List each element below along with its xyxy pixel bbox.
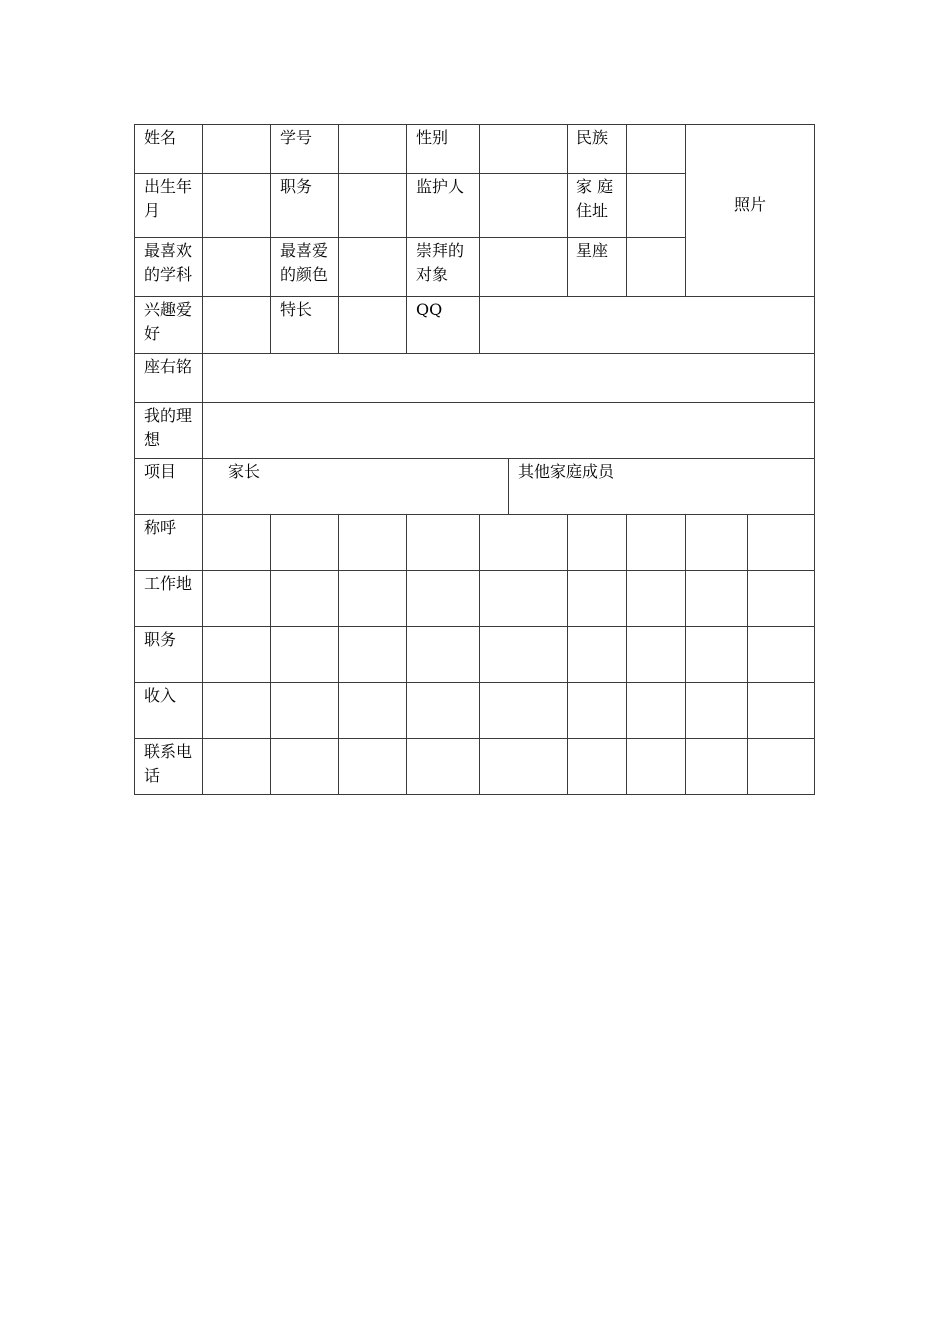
rule <box>134 514 815 515</box>
rule <box>134 570 815 571</box>
rule <box>134 353 815 354</box>
label-other-family: 其他家庭成员 <box>518 462 615 481</box>
label-guardian: 监护人 <box>416 177 465 196</box>
photo-placeholder: 照片 <box>733 195 766 214</box>
rule <box>134 794 815 795</box>
rule <box>134 124 135 795</box>
label-student-no: 学号 <box>280 128 313 147</box>
label-item: 项目 <box>144 462 177 481</box>
label-parent: 家长 <box>228 462 261 481</box>
rule <box>134 682 815 683</box>
label-family-row: 联系电 话 <box>144 742 193 785</box>
label-position: 职务 <box>280 177 313 196</box>
rule <box>202 124 203 795</box>
label-zodiac: 星座 <box>576 241 609 260</box>
label-name: 姓名 <box>144 128 177 147</box>
rule <box>134 402 815 403</box>
rule <box>270 514 271 794</box>
rule <box>134 626 815 627</box>
label-family-row: 称呼 <box>144 518 177 537</box>
rule <box>626 514 627 794</box>
rule <box>134 296 815 297</box>
rule <box>626 124 627 296</box>
label-qq: QQ <box>416 300 443 319</box>
label-fav-subject: 最喜欢 的学科 <box>144 241 193 284</box>
label-idol: 崇拜的 对象 <box>416 241 465 284</box>
label-motto: 座右铭 <box>144 357 193 376</box>
rule <box>134 738 815 739</box>
label-gender: 性别 <box>416 128 449 147</box>
rule <box>134 458 815 459</box>
rule <box>134 173 686 174</box>
rule <box>814 124 815 795</box>
rule <box>508 458 509 514</box>
label-fav-color: 最喜爱 的颜色 <box>280 241 329 284</box>
rule <box>338 124 339 353</box>
rule <box>479 514 480 794</box>
rule <box>567 124 568 296</box>
rule <box>747 514 748 794</box>
rule <box>406 514 407 794</box>
rule <box>270 124 271 353</box>
rule <box>685 514 686 794</box>
student-info-form <box>134 124 815 795</box>
rule <box>479 124 480 353</box>
rule <box>338 514 339 794</box>
label-specialty: 特长 <box>280 300 313 319</box>
label-family-row: 收入 <box>144 686 177 705</box>
label-ethnicity: 民族 <box>576 128 609 147</box>
rule <box>567 514 568 794</box>
label-family-row: 职务 <box>144 630 177 649</box>
label-address: 家 庭 住址 <box>576 177 614 220</box>
label-birth: 出生年 月 <box>144 177 193 220</box>
label-ideal: 我的理 想 <box>144 406 193 449</box>
label-hobby: 兴趣爱 好 <box>144 300 193 343</box>
rule <box>134 237 686 238</box>
rule <box>406 124 407 353</box>
label-family-row: 工作地 <box>144 574 193 593</box>
